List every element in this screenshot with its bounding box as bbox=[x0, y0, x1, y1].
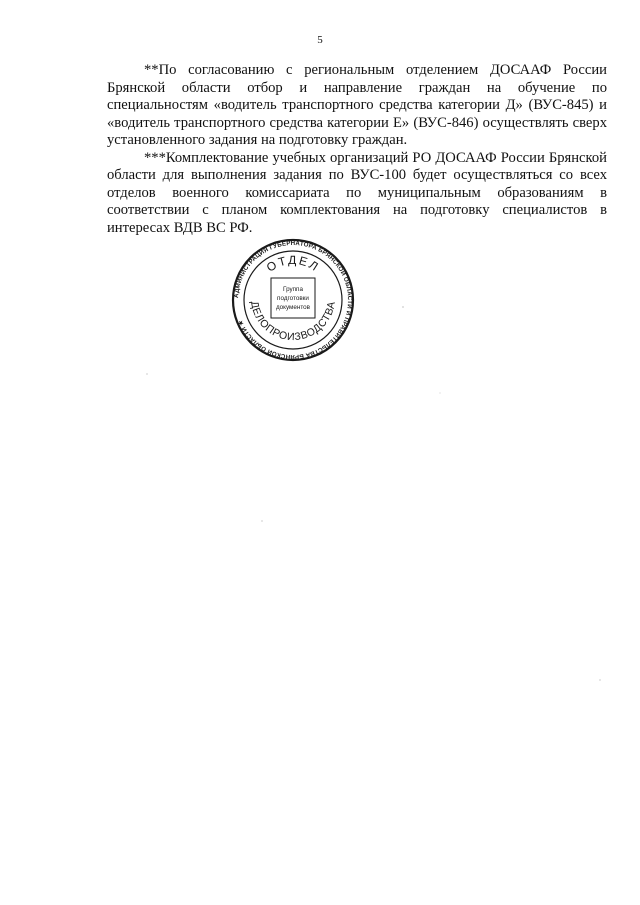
seal-top-arc-text: ОТДЕЛ bbox=[263, 252, 323, 275]
speck bbox=[599, 679, 600, 680]
official-seal bbox=[231, 238, 355, 362]
page-number: 5 bbox=[317, 34, 323, 46]
seal-center-line-3: документов bbox=[275, 304, 311, 311]
document-body bbox=[107, 62, 607, 237]
seal-outer-text: АДМИНИСТРАЦИЯ ГУБЕРНАТОРА БРЯНСКОЙ ОБЛАСТИ И ПРАВИТЕЛЬСТВА БРЯНСКОЙ ОБЛАСТИ ★ bbox=[232, 239, 354, 361]
speck bbox=[146, 373, 147, 374]
speck bbox=[261, 520, 262, 521]
speck bbox=[440, 393, 441, 394]
seal-center-line-2: подготовки bbox=[277, 295, 309, 302]
paragraph-2: ***Комплектование учебных организаций РО ДОСААФ России Брянской области для выполнения задания по ВУС-100 будет осуществляться со всех отделов военного комиссариата по муниципальным образованиям в соответствии с планом комплектования на подготовку специалистов в интересах ВДВ ВС РФ. bbox=[107, 149, 607, 236]
seal-graphic bbox=[231, 238, 355, 362]
seal-bottom-arc-text: ДЕЛОПРОИЗВОДСТВА bbox=[248, 300, 338, 344]
speck bbox=[402, 306, 403, 307]
seal-center-line-1: Группа bbox=[283, 286, 303, 293]
paragraph-1: **По согласованию с региональным отделением ДОСААФ России Брянской области отбор и направление граждан на обучение по специальностям «водитель транспортного средства категории Д» (ВУС-845) и «водитель транспортного средства категории Е» (ВУС-846) осуществлять сверх установленного задания на подготовку граждан. bbox=[107, 62, 607, 148]
